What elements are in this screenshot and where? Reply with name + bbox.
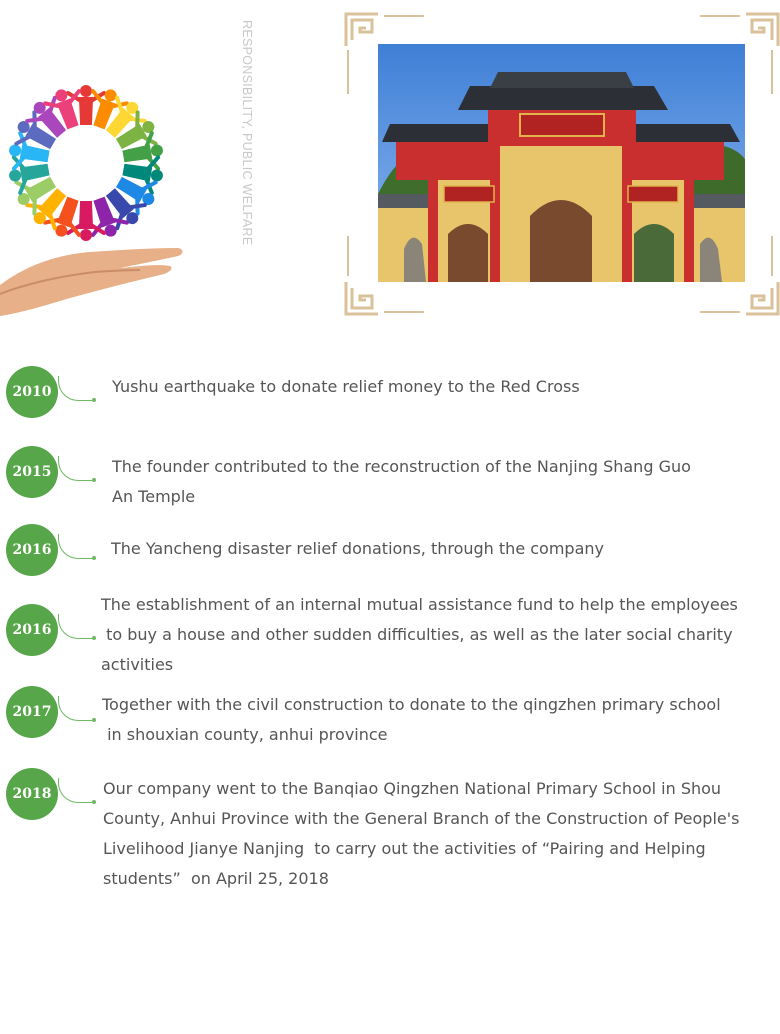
timeline-text-line: The founder contributed to the reconstruction of the Nanjing Shang Guo [112,457,691,476]
year-badge: 2015 [6,446,58,498]
timeline-text-line: County, Anhui Province with the General Branch of the Construction of People's [103,809,740,828]
timeline-text-line: Together with the civil construction to donate to the qingzhen primary school [102,695,721,714]
temple-gate-photo [378,44,745,282]
timeline-connector [58,778,95,803]
timeline-text-line: students” on April 25, 2018 [103,869,329,888]
frame-corner-icon [344,280,380,316]
timeline-text [101,590,780,680]
timeline-dot [92,478,96,482]
timeline-text-line: Livelihood Jianye Nanjing to carry out the activities of “Pairing and Helping [103,839,706,858]
timeline-dot [92,398,96,402]
timeline-dot [92,556,96,560]
people-ring-hand-icon [0,80,190,320]
timeline-connector [58,614,95,639]
year-badge: 2016 [6,524,58,576]
timeline-text-line: The Yancheng disaster relief donations, through the company [111,539,604,558]
frame-line [347,50,349,94]
timeline-text-line: The establishment of an internal mutual assistance fund to help the employees [101,595,738,614]
timeline-text [111,534,780,564]
frame-corner-icon [744,280,780,316]
frame-line [771,50,773,94]
year-badge: 2010 [6,366,58,418]
timeline-text-line: activities [101,655,174,674]
frame-line [384,15,424,17]
timeline-connector [58,696,95,721]
charity-logo [0,80,190,320]
timeline-text [103,774,780,894]
timeline-text [112,372,780,402]
timeline-text-line: Our company went to the Banqiao Qingzhen National Primary School in Shou [103,779,722,798]
frame-line [700,311,740,313]
timeline-connector [58,376,95,401]
frame-line [771,236,773,276]
timeline-text-line: in shouxian county, anhui province [102,725,388,744]
frame-line [700,15,740,17]
frame-line [384,311,424,313]
timeline-dot [92,800,96,804]
frame-line [347,236,349,276]
year-badge: 2018 [6,768,58,820]
timeline-dot [92,718,96,722]
timeline-text [112,452,780,512]
timeline-text-line: Yushu earthquake to donate relief money to the Red Cross [112,377,580,396]
year-badge: 2017 [6,686,58,738]
frame-corner-icon [344,12,380,48]
year-badge: 2016 [6,604,58,656]
timeline-dot [92,636,96,640]
timeline-connector [58,456,95,481]
frame-corner-icon [744,12,780,48]
timeline-text-line: An Temple [112,487,196,506]
timeline-text-line: to buy a house and other sudden difficulties, as well as the later social charity [101,625,733,644]
timeline-text [102,690,780,750]
timeline-connector [58,534,95,559]
side-label: RESPONSIBILITY, PUBLIC WELFARE [240,20,254,246]
